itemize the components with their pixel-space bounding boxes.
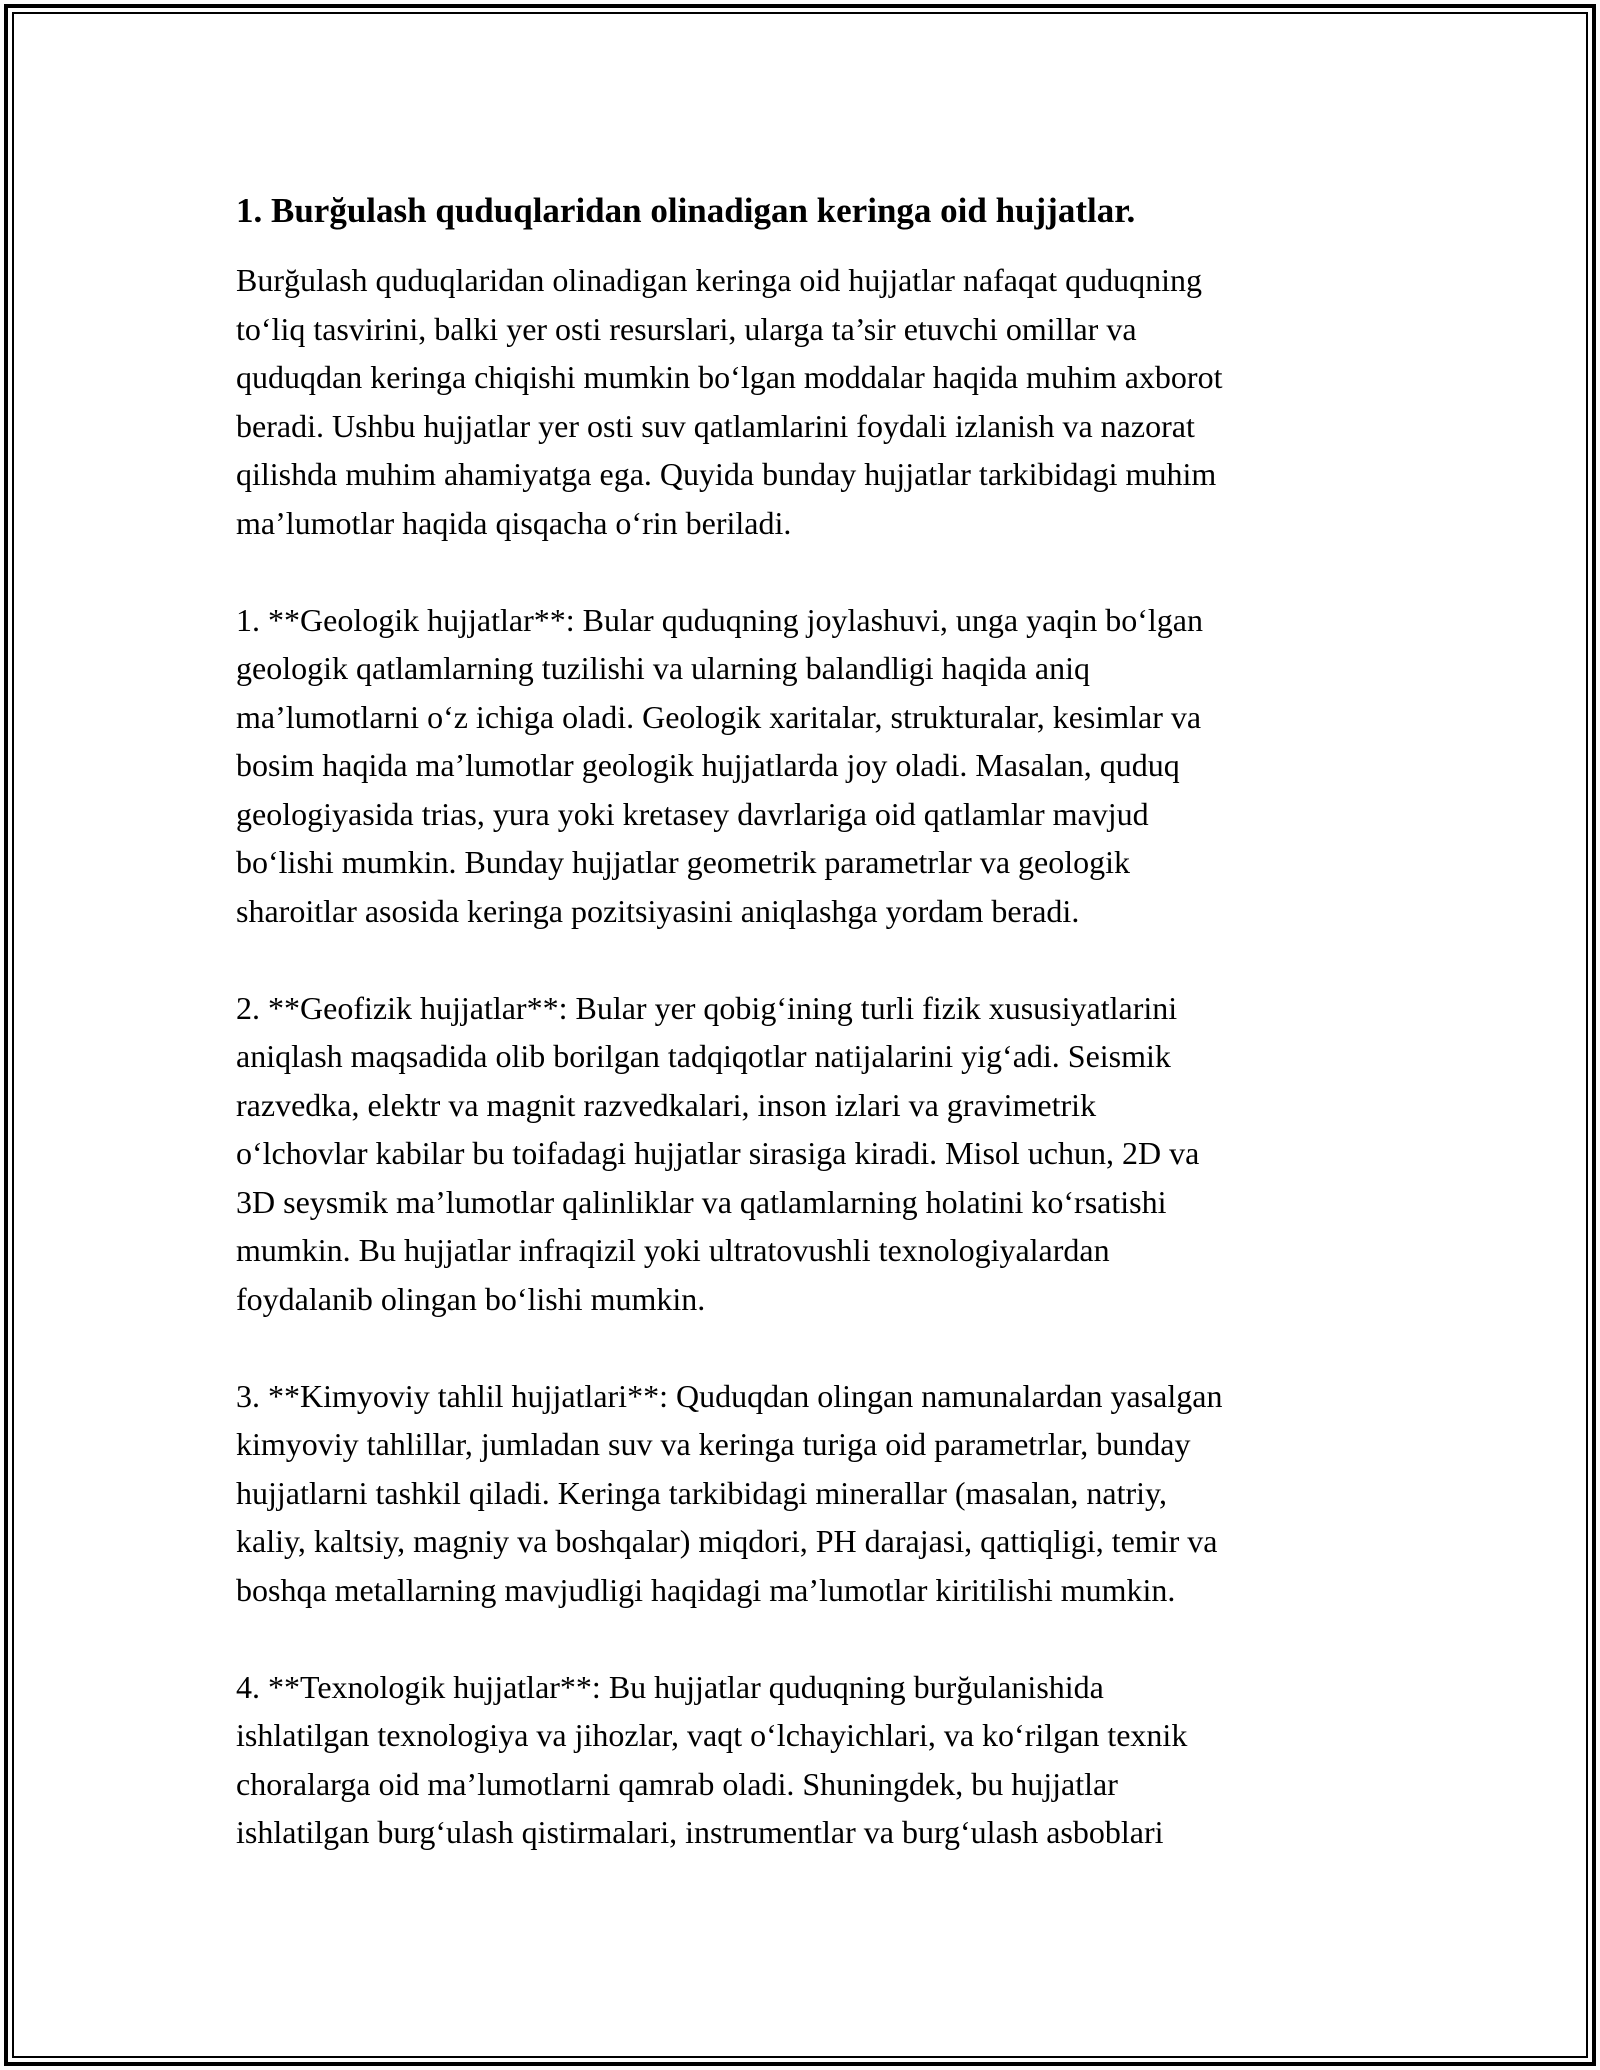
text-line: hujjatlarni tashkil qiladi. Keringa tarkibidagi minerallar (masalan, natriy,: [236, 1474, 1167, 1511]
text-line: 4. **Texnologik hujjatlar**: Bu hujjatlar quduqning burğulanishida: [236, 1668, 1104, 1705]
text-line: to‘liq tasvirini, balki yer osti resurslari, ularga ta’sir etuvchi omillar va: [236, 310, 1137, 347]
intro-paragraph: [236, 256, 1376, 547]
text-line: Burğulash quduqlaridan olinadigan keringa oid hujjatlar nafaqat quduqning: [236, 262, 1202, 298]
section-heading: 1. Burğulash quduqlaridan olinadigan keringa oid hujjatlar.: [236, 191, 1136, 230]
text-line: ma’lumotlarni o‘z ichiga oladi. Geologik xaritalar, strukturalar, kesimlar va: [236, 698, 1202, 735]
text-line: 2. **Geofizik hujjatlar**: Bular yer qobig‘ining turli fizik xususiyatlarini: [236, 989, 1178, 1026]
geologik-paragraph: [236, 596, 1376, 936]
text-line: boshqa metallarning mavjudligi haqidagi ma’lumotlar kiritilishi mumkin.: [236, 1571, 1176, 1608]
text-line: ma’lumotlar haqida qisqacha o‘rin beriladi.: [236, 504, 792, 541]
kimyoviy-paragraph: [236, 1372, 1376, 1615]
text-line: quduqdan keringa chiqishi mumkin bo‘lgan moddalar haqida muhim axborot: [236, 359, 1223, 395]
text-line: razvedka, elektr va magnit razvedkalari, inson izlari va gravimetrik: [236, 1086, 1097, 1123]
text-line: mumkin. Bu hujjatlar infraqizil yoki ultratovushli texnologiyalardan: [236, 1232, 1110, 1268]
text-line: bo‘lishi mumkin. Bunday hujjatlar geometrik parametrlar va geologik: [236, 844, 1130, 880]
text-line: beradi. Ushbu hujjatlar yer osti suv qatlamlarini foydali izlanish va nazorat: [236, 407, 1195, 444]
text-line: o‘lchovlar kabilar bu toifadagi hujjatlar sirasiga kiradi. Misol uchun, 2D va: [236, 1135, 1200, 1171]
text-line: ishlatilgan texnologiya va jihozlar, vaqt o‘lchayichlari, va ko‘rilgan texnik: [236, 1717, 1188, 1753]
text-line: aniqlash maqsadida olib borilgan tadqiqotlar natijalarini yig‘adi. Seismik: [236, 1038, 1171, 1074]
text-line: foydalanib olingan bo‘lishi mumkin.: [236, 1280, 706, 1317]
text-line: 3. **Kimyoviy tahlil hujjatlari**: Quduqdan olingan namunalardan yasalgan: [236, 1377, 1223, 1414]
text-line: sharoitlar asosida keringa pozitsiyasini aniqlashga yordam beradi.: [236, 892, 1080, 929]
text-line: 3D seysmik ma’lumotlar qalinliklar va qatlamlarning holatini ko‘rsatishi: [236, 1183, 1167, 1220]
text-line: geologiyasida trias, yura yoki kretasey davrlariga oid qatlamlar mavjud: [236, 795, 1149, 832]
text-line: kaliy, kaltsiy, magniy va boshqalar) miqdori, PH darajasi, qattiqligi, temir va: [236, 1523, 1218, 1559]
text-line: geologik qatlamlarning tuzilishi va ularning balandligi haqida aniq: [236, 650, 1091, 686]
text-line: choralarga oid ma’lumotlarni qamrab oladi. Shuningdek, bu hujjatlar: [236, 1765, 1118, 1802]
geofizik-paragraph: [236, 984, 1376, 1324]
text-line: bosim haqida ma’lumotlar geologik hujjatlarda joy oladi. Masalan, quduq: [236, 747, 1180, 783]
document-body: [236, 186, 1376, 1905]
texnologik-paragraph: [236, 1663, 1376, 1857]
text-line: 1. **Geologik hujjatlar**: Bular quduqning joylashuvi, unga yaqin bo‘lgan: [236, 601, 1203, 638]
text-line: qilishda muhim ahamiyatga ega. Quyida bunday hujjatlar tarkibidagi muhim: [236, 456, 1217, 492]
text-line: kimyoviy tahlillar, jumladan suv va keringa turiga oid parametrlar, bunday: [236, 1426, 1191, 1462]
text-line: ishlatilgan burg‘ulash qistirmalari, instrumentlar va burg‘ulash asboblari: [236, 1814, 1164, 1850]
